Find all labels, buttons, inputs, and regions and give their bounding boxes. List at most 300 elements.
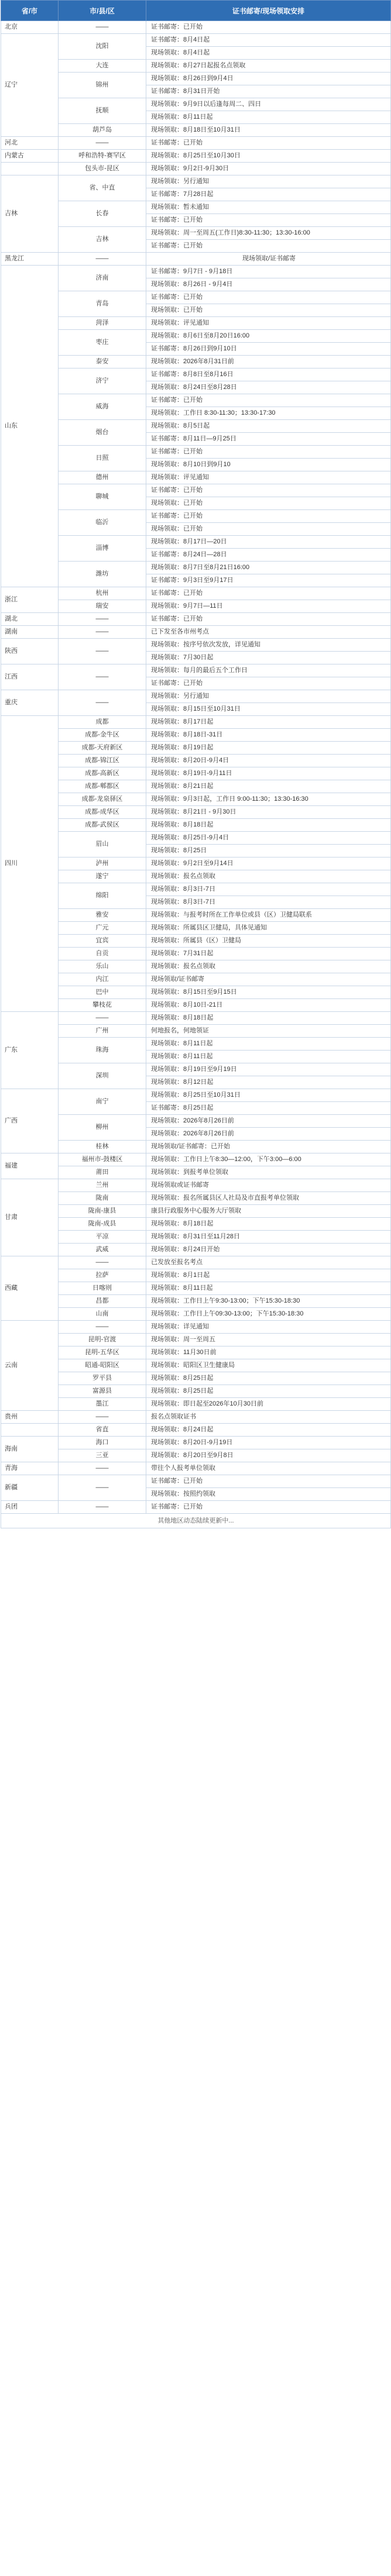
header-arrangement: 证书邮寄/现场领取安排 <box>146 1 391 21</box>
arrangement-cell: 现场领取：8月18日至10月31日 <box>146 124 391 137</box>
arrangement-cell: 现场领取：9月3日起，工作日 9:00-11:30；13:30-16:30 <box>146 793 391 806</box>
province-cell: 辽宁 <box>1 34 59 137</box>
city-cell: —— <box>59 626 146 639</box>
city-cell: 日喀则 <box>59 1282 146 1295</box>
table-row <box>1 471 391 484</box>
arrangement-cell: 证书邮寄：已开始 <box>146 240 391 253</box>
arrangement-cell: 证书邮寄：8月24日—28日 <box>146 549 391 562</box>
arrangement-cell: 现场领取：8月11日起 <box>146 1038 391 1051</box>
city-cell: —— <box>59 137 146 150</box>
arrangement-cell: 现场领取：报名点领取 <box>146 960 391 973</box>
city-cell: 武威 <box>59 1244 146 1256</box>
table-row <box>1 420 391 433</box>
city-cell: 陇南 <box>59 1192 146 1205</box>
table-row <box>1 73 391 85</box>
arrangement-cell: 证书邮寄：9月7日 - 9月18日 <box>146 266 391 278</box>
city-cell: 墨江 <box>59 1398 146 1411</box>
table-row <box>1 1256 391 1269</box>
arrangement-cell: 现场领取：工作日 8:30-11:30；13:30-17:30 <box>146 407 391 420</box>
arrangement-cell: 现场领取/证书邮寄 <box>146 253 391 266</box>
arrangement-cell: 现场领取：8月19日起 <box>146 742 391 755</box>
province-cell: 江西 <box>1 664 59 690</box>
table-row <box>1 21 391 34</box>
arrangement-cell: 现场领取：2026年8月31日前 <box>146 356 391 369</box>
arrangement-cell: 证书邮寄：8月4日起 <box>146 34 391 47</box>
province-cell: 湖北 <box>1 613 59 626</box>
arrangement-cell: 现场领取：周一至周五 <box>146 1334 391 1346</box>
arrangement-cell: 现场领取：8月24日开始 <box>146 1244 391 1256</box>
arrangement-cell: 现场领取：8月25日-9月4日 <box>146 832 391 845</box>
province-cell: 内蒙古 <box>1 150 59 163</box>
header-city: 市/县/区 <box>59 1 146 21</box>
table-row <box>1 986 391 999</box>
table-row <box>1 536 391 549</box>
arrangement-cell: 现场领取：8月3日-7日 <box>146 883 391 896</box>
city-cell: 泸州 <box>59 857 146 870</box>
arrangement-cell: 现场领取：报名点领取 <box>146 870 391 883</box>
province-cell: 四川 <box>1 716 59 1012</box>
table-body <box>1 21 391 1528</box>
city-cell: 桂林 <box>59 1141 146 1153</box>
table-row <box>1 716 391 729</box>
province-cell: 吉林 <box>1 175 59 253</box>
arrangement-cell: 现场领取：7月30日起 <box>146 652 391 664</box>
table-row <box>1 1269 391 1282</box>
city-cell: 广元 <box>59 922 146 935</box>
arrangement-cell: 现场领取：8月17日—20日 <box>146 536 391 549</box>
city-cell: 昆明-官渡 <box>59 1334 146 1346</box>
arrangement-cell: 报名点领取证书 <box>146 1411 391 1424</box>
table-row <box>1 587 391 600</box>
arrangement-cell: 现场领取：工作日上午8:30—12:00，下午3:00—6:00 <box>146 1153 391 1166</box>
city-cell: —— <box>59 1501 146 1514</box>
city-cell: 瑞安 <box>59 600 146 613</box>
table-row <box>1 1153 391 1166</box>
city-cell: 广州 <box>59 1025 146 1038</box>
table-row <box>1 1166 391 1179</box>
city-cell: 长春 <box>59 201 146 227</box>
table-row <box>1 394 391 407</box>
arrangement-cell: 现场领取：另行通知 <box>146 690 391 703</box>
table-row <box>1 729 391 742</box>
table-row <box>1 253 391 266</box>
province-cell: 广西 <box>1 1089 59 1153</box>
province-cell: 甘肃 <box>1 1179 59 1256</box>
arrangement-cell: 现场领取：2026年8月26日前 <box>146 1115 391 1128</box>
table-row <box>1 1449 391 1462</box>
city-cell: 平凉 <box>59 1231 146 1244</box>
city-cell: 深圳 <box>59 1063 146 1089</box>
city-cell: 济南 <box>59 266 146 291</box>
table-row <box>1 1295 391 1308</box>
arrangement-cell: 现场领取：与报考时所在工作单位或县（区）卫健局联系 <box>146 909 391 922</box>
table-row <box>1 1179 391 1192</box>
table-row <box>1 1025 391 1038</box>
table-row <box>1 973 391 986</box>
table-row <box>1 227 391 240</box>
header-province: 省/市 <box>1 1 59 21</box>
arrangement-cell: 已下发至各市州考点 <box>146 626 391 639</box>
province-cell: 青海 <box>1 1462 59 1475</box>
province-cell <box>1 163 59 175</box>
arrangement-cell: 现场领取：8月21日起 <box>146 780 391 793</box>
arrangement-cell: 现场领取：9月2日-9月30日 <box>146 163 391 175</box>
table-row <box>1 960 391 973</box>
city-cell: 昆明-五华区 <box>59 1346 146 1359</box>
table-row <box>1 613 391 626</box>
arrangement-cell: 现场领取：8月3日-7日 <box>146 896 391 909</box>
arrangement-cell: 现场领取：8月19日至9月19日 <box>146 1063 391 1076</box>
table-row <box>1 1411 391 1424</box>
table-row <box>1 1218 391 1231</box>
table-row <box>1 690 391 703</box>
arrangement-cell: 现场领取：8月5日起 <box>146 420 391 433</box>
table-row <box>1 484 391 497</box>
table-row <box>1 369 391 381</box>
city-cell: 潍坊 <box>59 562 146 587</box>
arrangement-cell: 现场领取：已开始 <box>146 523 391 536</box>
certificate-schedule-table <box>1 0 391 1528</box>
city-cell: 济宁 <box>59 369 146 394</box>
arrangement-cell: 现场领取：8月11日起 <box>146 1051 391 1063</box>
city-cell: 昌都 <box>59 1295 146 1308</box>
arrangement-cell: 现场领取：已开始 <box>146 304 391 317</box>
table-row <box>1 1501 391 1514</box>
arrangement-cell: 现场领取：所属县（区）卫健局 <box>146 935 391 948</box>
arrangement-cell: 证书邮寄：已开始 <box>146 677 391 690</box>
province-cell: 云南 <box>1 1321 59 1411</box>
province-cell: 兵团 <box>1 1501 59 1514</box>
province-cell: 西藏 <box>1 1256 59 1321</box>
city-cell: 遂宁 <box>59 870 146 883</box>
city-cell: 成都-高新区 <box>59 767 146 780</box>
table-row <box>1 1372 391 1385</box>
province-cell: 海南 <box>1 1437 59 1462</box>
arrangement-cell: 现场领取/证书邮寄 <box>146 973 391 986</box>
arrangement-cell: 现场领取：8月18日起 <box>146 1012 391 1025</box>
arrangement-cell: 现场领取：每月的最后五个工作日 <box>146 664 391 677</box>
city-cell: 昭通-昭阳区 <box>59 1359 146 1372</box>
province-cell: 浙江 <box>1 587 59 613</box>
arrangement-cell: 现场领取：8月27日起报名点领取 <box>146 60 391 73</box>
arrangement-cell: 现场领取：11月30日前 <box>146 1346 391 1359</box>
table-row <box>1 1192 391 1205</box>
table-row <box>1 922 391 935</box>
province-cell: 重庆 <box>1 690 59 716</box>
arrangement-cell: 证书邮寄：已开始 <box>146 613 391 626</box>
arrangement-cell: 现场领取：详见通知 <box>146 1321 391 1334</box>
table-row <box>1 1282 391 1295</box>
arrangement-cell: 现场领取：8月31日至11月28日 <box>146 1231 391 1244</box>
footer-note: 其他地区动态陆续更新中... <box>1 1514 391 1528</box>
city-cell: 陇南-成县 <box>59 1218 146 1231</box>
province-cell: 福建 <box>1 1153 59 1179</box>
table-row <box>1 948 391 960</box>
table-row <box>1 935 391 948</box>
table-row <box>1 124 391 137</box>
city-cell: 成都-天府新区 <box>59 742 146 755</box>
province-cell: 北京 <box>1 21 59 34</box>
arrangement-cell: 证书邮寄：7月28日起 <box>146 188 391 201</box>
arrangement-cell: 现场领取：9月9日以后逢每周二、四日 <box>146 98 391 111</box>
city-cell: 菏泽 <box>59 317 146 330</box>
arrangement-cell: 现场领取：9月7日—11日 <box>146 600 391 613</box>
city-cell: —— <box>59 664 146 690</box>
arrangement-cell: 现场领取：8月15日至9月15日 <box>146 986 391 999</box>
city-cell: 包头市-昆区 <box>59 163 146 175</box>
table-row <box>1 780 391 793</box>
table-row <box>1 1063 391 1076</box>
arrangement-cell: 现场领取：8月24日至8月28日 <box>146 381 391 394</box>
city-cell: 葫芦岛 <box>59 124 146 137</box>
arrangement-cell: 现场领取：8月7日至8月21日16:00 <box>146 562 391 574</box>
city-cell: 珠海 <box>59 1038 146 1063</box>
arrangement-cell: 证书邮寄：已开始 <box>146 446 391 459</box>
city-cell: 日照 <box>59 446 146 471</box>
table-row <box>1 1398 391 1411</box>
arrangement-cell: 现场领取：8月17日起 <box>146 716 391 729</box>
table-row <box>1 201 391 214</box>
city-cell: —— <box>59 1475 146 1501</box>
arrangement-cell: 现场领取：所属县区卫健局，具体见通知 <box>146 922 391 935</box>
city-cell: 成都-成华区 <box>59 806 146 819</box>
arrangement-cell: 现场领取：8月1日起 <box>146 1269 391 1282</box>
arrangement-cell: 证书邮寄：已开始 <box>146 587 391 600</box>
city-cell: 成都 <box>59 716 146 729</box>
city-cell: 内江 <box>59 973 146 986</box>
arrangement-cell: 证书邮寄：已开始 <box>146 291 391 304</box>
arrangement-cell: 带往个人报考单位领取 <box>146 1462 391 1475</box>
table-row <box>1 870 391 883</box>
table-row <box>1 1424 391 1437</box>
arrangement-cell: 现场领取：8月18日起 <box>146 1218 391 1231</box>
city-cell: —— <box>59 690 146 716</box>
city-cell: 大连 <box>59 60 146 73</box>
province-cell: 陕西 <box>1 639 59 664</box>
arrangement-cell: 证书邮寄：已开始 <box>146 21 391 34</box>
table-row <box>1 291 391 304</box>
province-cell: 贵州 <box>1 1411 59 1424</box>
table-row <box>1 1475 391 1488</box>
city-cell: 省、中直 <box>59 175 146 201</box>
arrangement-cell: 证书邮寄：已开始 <box>146 214 391 227</box>
city-cell: —— <box>59 1411 146 1424</box>
city-cell: 成都-龙泉驿区 <box>59 793 146 806</box>
arrangement-cell: 现场领取：8月19日-9月11日 <box>146 767 391 780</box>
arrangement-cell: 现场领取：8月4日起 <box>146 47 391 60</box>
arrangement-cell: 现场领取：评见通知 <box>146 471 391 484</box>
arrangement-cell: 现场领取：8月20日-9月19日 <box>146 1437 391 1449</box>
arrangement-cell: 现场领取：8月10日到9月10 <box>146 459 391 471</box>
table-row <box>1 1334 391 1346</box>
arrangement-cell: 现场领取：按序号依次发放，详见通知 <box>146 639 391 652</box>
arrangement-cell: 何地报名，何地领证 <box>146 1025 391 1038</box>
city-cell: 攀枝花 <box>59 999 146 1012</box>
city-cell: 临沂 <box>59 510 146 536</box>
arrangement-cell: 现场领取：8月11日起 <box>146 1282 391 1295</box>
city-cell: 雅安 <box>59 909 146 922</box>
arrangement-cell: 现场领取：9月2日至9月14日 <box>146 857 391 870</box>
arrangement-cell: 证书邮寄：已开始 <box>146 1501 391 1514</box>
table-row <box>1 639 391 652</box>
arrangement-cell: 现场领取：8月25日起 <box>146 1385 391 1398</box>
arrangement-cell: 现场领取：8月10日-21日 <box>146 999 391 1012</box>
table-row <box>1 266 391 278</box>
city-cell: 莆田 <box>59 1166 146 1179</box>
arrangement-cell: 现场领取：评见通知 <box>146 317 391 330</box>
arrangement-cell: 现场领取：8月18日起 <box>146 819 391 832</box>
table-row <box>1 1089 391 1102</box>
table-row <box>1 1205 391 1218</box>
city-cell: —— <box>59 613 146 626</box>
arrangement-cell: 证书邮寄：已开始 <box>146 510 391 523</box>
table-row <box>1 1308 391 1321</box>
arrangement-cell: 现场领取：暂未通知 <box>146 201 391 214</box>
city-cell: 三亚 <box>59 1449 146 1462</box>
city-cell: —— <box>59 21 146 34</box>
city-cell: 省直 <box>59 1424 146 1437</box>
table-row <box>1 832 391 845</box>
province-cell: 黑龙江 <box>1 253 59 266</box>
arrangement-cell: 现场领取：8月21日 - 9月30日 <box>146 806 391 819</box>
table-row <box>1 1141 391 1153</box>
table-row <box>1 626 391 639</box>
arrangement-cell: 现场领取：即日起至2026年10月30日前 <box>146 1398 391 1411</box>
table-row <box>1 664 391 677</box>
arrangement-cell: 康县行政服务中心服务大厅领取 <box>146 1205 391 1218</box>
city-cell: 烟台 <box>59 420 146 446</box>
city-cell: —— <box>59 1256 146 1269</box>
table-row <box>1 1244 391 1256</box>
province-cell: 新疆 <box>1 1475 59 1501</box>
city-cell: 乐山 <box>59 960 146 973</box>
province-cell: 湖南 <box>1 626 59 639</box>
table-row <box>1 819 391 832</box>
table-row <box>1 562 391 574</box>
table-row <box>1 1437 391 1449</box>
table-row <box>1 330 391 343</box>
arrangement-cell: 证书邮寄：8月26日到9月10日 <box>146 343 391 356</box>
arrangement-cell: 现场领取：周一至周五(工作日)8:30-11:30；13:30-16:00 <box>146 227 391 240</box>
arrangement-cell: 现场领取：另行通知 <box>146 175 391 188</box>
table-row <box>1 793 391 806</box>
table-row <box>1 1012 391 1025</box>
table-row <box>1 755 391 767</box>
arrangement-cell: 现场领取：按照约领取 <box>146 1488 391 1501</box>
table-row <box>1 317 391 330</box>
city-cell: 海口 <box>59 1437 146 1449</box>
table-row <box>1 1115 391 1128</box>
city-cell: 淄博 <box>59 536 146 562</box>
city-cell: 罗平县 <box>59 1372 146 1385</box>
city-cell: 德州 <box>59 471 146 484</box>
arrangement-cell: 现场领取：8月24日起 <box>146 1424 391 1437</box>
city-cell: 青岛 <box>59 291 146 317</box>
table-row <box>1 137 391 150</box>
table-header-row <box>1 1 391 21</box>
table-row <box>1 163 391 175</box>
table-row <box>1 767 391 780</box>
table-row <box>1 150 391 163</box>
city-cell: —— <box>59 1462 146 1475</box>
arrangement-cell: 现场领取：8月6日至8月20日16:00 <box>146 330 391 343</box>
city-cell: 杭州 <box>59 587 146 600</box>
city-cell: 呼和浩特-赛罕区 <box>59 150 146 163</box>
arrangement-cell: 现场领取：8月18日-31日 <box>146 729 391 742</box>
arrangement-cell: 现场领取：8月25日 <box>146 845 391 857</box>
table-row <box>1 510 391 523</box>
arrangement-cell: 现场领取：工作日上午9:30-13:00；下午15:30-18:30 <box>146 1295 391 1308</box>
table-row <box>1 1038 391 1051</box>
arrangement-cell: 已发放至报名考点 <box>146 1256 391 1269</box>
arrangement-cell: 现场领取：到报考单位领取 <box>146 1166 391 1179</box>
arrangement-cell: 现场领取/证书邮寄：已开始 <box>146 1141 391 1153</box>
city-cell: 枣庄 <box>59 330 146 356</box>
city-cell: 成都-锦江区 <box>59 755 146 767</box>
city-cell: 锦州 <box>59 73 146 98</box>
arrangement-cell: 现场领取：工作日上午09:30-13:00；下午15:30-18:30 <box>146 1308 391 1321</box>
city-cell: 兰州 <box>59 1179 146 1192</box>
arrangement-cell: 现场领取：8月25日至10月30日 <box>146 150 391 163</box>
city-cell: 柳州 <box>59 1115 146 1141</box>
city-cell: 泰安 <box>59 356 146 369</box>
table-row <box>1 60 391 73</box>
city-cell: 威海 <box>59 394 146 420</box>
arrangement-cell: 证书邮寄：已开始 <box>146 137 391 150</box>
arrangement-cell: 证书邮寄：8月31日开始 <box>146 85 391 98</box>
city-cell: 绵阳 <box>59 883 146 909</box>
city-cell: 拉萨 <box>59 1269 146 1282</box>
arrangement-cell: 现场领取：8月25日至10月31日 <box>146 1089 391 1102</box>
city-cell: —— <box>59 1321 146 1334</box>
city-cell: 眉山 <box>59 832 146 857</box>
table-row <box>1 175 391 188</box>
arrangement-cell: 现场领取：8月20日至9月8日 <box>146 1449 391 1462</box>
city-cell: 自贡 <box>59 948 146 960</box>
city-cell: 成都-郫都区 <box>59 780 146 793</box>
table-row <box>1 98 391 111</box>
arrangement-cell: 证书邮寄：已开始 <box>146 394 391 407</box>
arrangement-cell: 现场领取或证书邮寄 <box>146 1179 391 1192</box>
arrangement-cell: 现场领取：8月26日到9月4日 <box>146 73 391 85</box>
arrangement-cell: 现场领取：7月31日起 <box>146 948 391 960</box>
arrangement-cell: 现场领取：报名所属县区人社局及市直报考单位领取 <box>146 1192 391 1205</box>
arrangement-cell: 现场领取：2026年8月26日前 <box>146 1128 391 1141</box>
province-cell <box>1 1424 59 1437</box>
city-cell: —— <box>59 1012 146 1025</box>
city-cell: 聊城 <box>59 484 146 510</box>
arrangement-cell: 现场领取：8月15日至10月31日 <box>146 703 391 716</box>
arrangement-cell: 现场领取：昭阳区卫生健康局 <box>146 1359 391 1372</box>
table-row <box>1 1321 391 1334</box>
arrangement-cell: 证书邮寄：9月3日至9月17日 <box>146 574 391 587</box>
table-row <box>1 1462 391 1475</box>
arrangement-cell: 现场领取：8月20日-9月4日 <box>146 755 391 767</box>
table-row <box>1 909 391 922</box>
city-cell: —— <box>59 253 146 266</box>
city-cell: 吉林 <box>59 227 146 253</box>
city-cell: 抚顺 <box>59 98 146 124</box>
arrangement-cell: 证书邮寄：8月25日起 <box>146 1102 391 1115</box>
province-cell: 广东 <box>1 1012 59 1089</box>
table-row <box>1 1346 391 1359</box>
city-cell: 富源县 <box>59 1385 146 1398</box>
city-cell: 南宁 <box>59 1089 146 1115</box>
city-cell: 陇南-康县 <box>59 1205 146 1218</box>
arrangement-cell: 证书邮寄：8月11日—9月25日 <box>146 433 391 446</box>
table-row <box>1 883 391 896</box>
arrangement-cell: 现场领取：8月12日起 <box>146 1076 391 1089</box>
